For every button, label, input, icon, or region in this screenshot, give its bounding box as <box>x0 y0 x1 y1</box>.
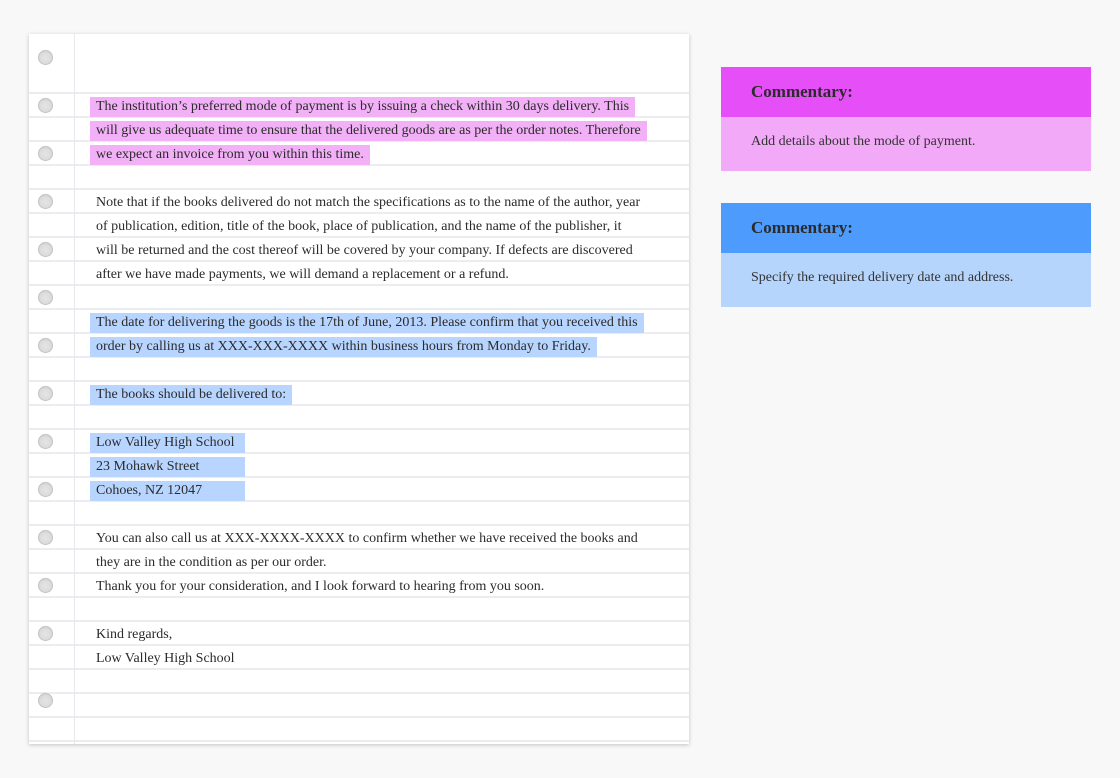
binder-hole <box>38 50 53 65</box>
binder-hole <box>38 242 53 257</box>
binder-hole <box>38 146 53 161</box>
payment-paragraph[interactable] <box>96 95 647 167</box>
commentary-card-delivery[interactable] <box>721 203 1091 307</box>
binder-hole <box>38 530 53 545</box>
binder-hole <box>38 194 53 209</box>
deliver-to-label: The books should be delivered to: <box>90 385 292 405</box>
commentary-text: Add details about the mode of payment. <box>721 117 1091 171</box>
margin-line <box>74 34 75 744</box>
deliver-to-paragraph[interactable] <box>96 383 292 407</box>
specifications-paragraph <box>96 191 640 287</box>
payment-line: we expect an invoice from you within this time. <box>90 145 370 165</box>
signature: Low Valley High School <box>96 651 235 666</box>
binder-hole <box>38 98 53 113</box>
payment-line: The institution’s preferred mode of payment is by issuing a check within 30 days delivery. This <box>90 97 635 117</box>
address-line: 23 Mohawk Street <box>90 457 245 477</box>
specs-line: of publication, edition, title of the book, place of publication, and the name of the publisher, it <box>96 219 622 234</box>
delivery-paragraph[interactable] <box>96 311 644 359</box>
confirm-line: Thank you for your consideration, and I look forward to hearing from you soon. <box>96 579 545 594</box>
binder-hole <box>38 434 53 449</box>
specs-line: will be returned and the cost thereof will be covered by your company. If defects are discovered <box>96 243 633 258</box>
commentary-text: Specify the required delivery date and address. <box>721 253 1091 307</box>
confirm-line: they are in the condition as per our order. <box>96 555 327 570</box>
binder-hole <box>38 578 53 593</box>
address-line: Low Valley High School <box>90 433 245 453</box>
commentary-title: Commentary: <box>721 67 1091 117</box>
binder-hole <box>38 626 53 641</box>
notebook-page <box>29 34 689 744</box>
address-line: Cohoes, NZ 12047 <box>90 481 245 501</box>
sign-off <box>96 623 235 671</box>
binder-hole <box>38 386 53 401</box>
commentary-card-payment[interactable] <box>721 67 1091 171</box>
address-block[interactable] <box>96 431 245 503</box>
confirm-line: You can also call us at XXX-XXXX-XXXX to confirm whether we have received the books and <box>96 531 638 546</box>
confirm-paragraph <box>96 527 638 599</box>
binder-hole <box>38 693 53 708</box>
delivery-line: order by calling us at XXX-XXX-XXXX within business hours from Monday to Friday. <box>90 337 597 357</box>
closing: Kind regards, <box>96 627 173 642</box>
specs-line: Note that if the books delivered do not match the specifications as to the name of the author, year <box>96 195 641 210</box>
binder-hole <box>38 290 53 305</box>
binder-hole <box>38 338 53 353</box>
payment-line: will give us adequate time to ensure that the delivered goods are as per the order notes. Therefore <box>90 121 647 141</box>
page-top-margin <box>29 34 689 72</box>
binder-hole <box>38 482 53 497</box>
delivery-line: The date for delivering the goods is the 17th of June, 2013. Please confirm that you received this <box>90 313 644 333</box>
specs-line: after we have made payments, we will demand a replacement or a refund. <box>96 267 509 282</box>
commentary-title: Commentary: <box>721 203 1091 253</box>
